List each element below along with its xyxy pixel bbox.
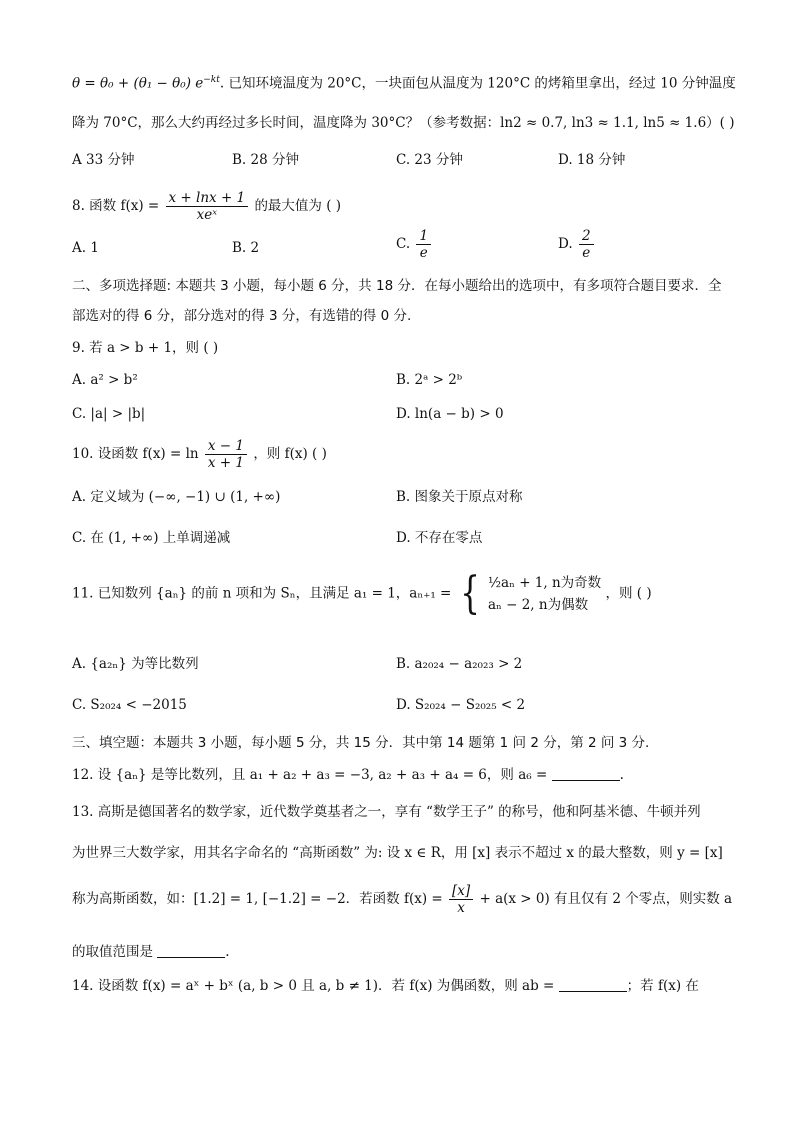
q11-option-c: C. S₂₀₂₄ < −2015	[72, 697, 187, 713]
q8-option-a: A. 1	[72, 240, 99, 256]
q8-option-d: D. $\frac{2}{e}$	[558, 228, 596, 261]
section3-heading: 三、填空题：本题共 3 小题，每小题 5 分，共 15 分．其中第 14 题第 1 问 2 分，第 2 问 3 分.	[72, 735, 650, 751]
q11-cases: ½aₙ + 1, n为奇数 aₙ − 2, n为偶数	[487, 575, 602, 613]
q10-stem: 10. 设函数 f(x) = ln $\frac{x - 1}{x + 1}$ ，则 f(x) ( )	[72, 438, 327, 471]
q9-option-c: C. |a| > |b|	[72, 406, 146, 422]
q10-option-c: C. 在 (1, +∞) 上单调递减	[72, 530, 231, 546]
q9-option-a: A. a² > b²	[72, 372, 138, 388]
q8-stem: 8. 函数 f(x) = $\frac{x + \ln x + 1}{\text{xeˣ}}$ 的最大值为 ( )	[72, 190, 342, 223]
q11-option-d: D. S₂₀₂₄ − S₂₀₂₅ < 2	[396, 697, 526, 713]
q12-answer-blank[interactable]	[552, 766, 620, 781]
q7-option-b: B. 28 分钟	[232, 152, 299, 168]
section2-heading-line2: 部选对的得 6 分，部分选对的得 3 分，有选错的得 0 分.	[72, 308, 412, 324]
q11-option-a: A. {a₂ₙ} 为等比数列	[72, 656, 199, 672]
q13-answer-blank[interactable]	[157, 943, 225, 958]
q13-fraction: $\frac{[x]}{x}$	[449, 883, 473, 916]
section2-heading-line1: 二、多项选择题: 本题共 3 小题，每小题 6 分，共 18 分．在每小题给出的选项中，有多项符合题目要求．全	[72, 278, 722, 294]
q7-option-c: C. 23 分钟	[396, 152, 463, 168]
q12-stem: 12. 设 {aₙ} 是等比数列，且 a₁ + a₂ + a₃ = −3, a₂ + a₃ + a₄ = 6，则 a₆ = .	[72, 767, 624, 783]
q7-option-a: A 33 分钟	[72, 152, 135, 168]
q9-option-d: D. ln(a − b) > 0	[396, 406, 504, 422]
q10-option-a: A. 定义域为 (−∞, −1) ∪ (1, +∞)	[72, 489, 281, 505]
q13-line3: 称为高斯函数，如：[1.2] = 1, [−1.2] = −2．若函数 f(x) = $\frac{[x]}{x}$ + a(x > 0) 有且仅有 2 个零点，则实数 a	[72, 883, 733, 916]
q11-stem: 11. 已知数列 {aₙ} 的前 n 项和为 Sₙ，且满足 a₁ = 1，aₙ₊₁ = { ½aₙ + 1, n为奇数 aₙ − 2, n为偶数 ，则 ( )	[72, 568, 652, 619]
q7-line2: 降为 70°C，那么大约再经过多长时间，温度降为 30°C？（参考数据：ln2 ≈ 0.7, ln3 ≈ 1.1, ln5 ≈ 1.6）( )	[72, 115, 735, 131]
q8-option-c: C. $\frac{1}{e}$	[396, 228, 433, 261]
q10-option-d: D. 不存在零点	[396, 530, 483, 546]
q7-option-d: D. 18 分钟	[558, 152, 626, 168]
q14-stem: 14. 设函数 f(x) = aˣ + bˣ (a, b > 0 且 a, b ≠ 1)．若 f(x) 为偶函数，则 ab = ；若 f(x) 在	[72, 978, 699, 994]
q9-option-b: B. 2ᵃ > 2ᵇ	[396, 372, 463, 388]
q9-stem: 9. 若 a > b + 1，则 ( )	[72, 340, 219, 356]
q8-option-b: B. 2	[232, 240, 260, 256]
q10-fraction: $\frac{x - 1}{x + 1}$	[205, 438, 247, 471]
q13-line1: 13. 高斯是德国著名的数学家，近代数学奠基者之一，享有 “数学王子” 的称号，他和阿基米德、牛顿并列	[72, 804, 701, 820]
q10-option-b: B. 图象关于原点对称	[396, 489, 523, 505]
q8-fraction: $\frac{x + \ln x + 1}{\text{xeˣ}}$	[166, 190, 249, 223]
q13-line4: 的取值范围是 .	[72, 944, 230, 960]
q11-brace: {	[459, 568, 480, 619]
q13-line2: 为世界三大数学家，用其名字命名的 “高斯函数” 为: 设 x ∈ R，用 [x] 表示不超过 x 的最大整数，则 y = [x]	[72, 845, 723, 861]
q14-answer-blank-1[interactable]	[559, 977, 627, 992]
q7-line1: θ = θ₀ + (θ₁ − θ₀) $e^{-kt}$. 已知环境温度为 20°C，一块面包从温度为 120°C 的烤箱里拿出，经过 10 分钟温度	[72, 75, 736, 92]
q11-option-b: B. a₂₀₂₄ − a₂₀₂₃ > 2	[396, 656, 523, 672]
